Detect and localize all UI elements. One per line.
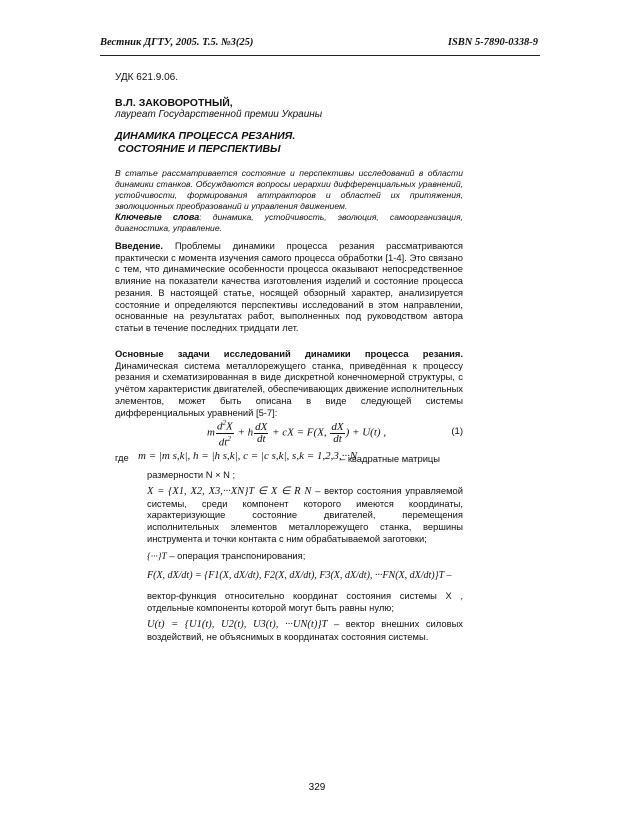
transpose-block [147, 550, 463, 564]
author-title: лауреат Государственной премии Украины [115, 109, 323, 120]
function-vector: F(X, dX/dt) = {F1(X, dX/dt), F2(X, dX/dt), F3(X, dX/dt), ···FN(X, dX/dt)}T – [147, 570, 452, 581]
equation-1 [115, 418, 463, 448]
title-line-1: ДИНАМИКА ПРОЦЕССА РЕЗАНИЯ. [115, 130, 296, 142]
isbn: ISBN 5-7890-0338-9 [447, 37, 538, 48]
page-number: 329 [308, 782, 326, 793]
equation-number: (1) [451, 426, 463, 437]
state-vector-block [147, 485, 463, 545]
forces-vector: U(t) = {U1(t), U2(t), U3(t), ···UN(t)}T [147, 619, 328, 630]
title-line-2: СОСТОЯНИЕ И ПЕРСПЕКТИВЫ [115, 143, 281, 155]
abstract [115, 168, 463, 234]
article-title [115, 130, 295, 156]
transpose-symbol: {···}T [147, 552, 167, 562]
intro-label: Введение. [115, 240, 164, 251]
journal-header [100, 37, 538, 48]
function-description: вектор-функция относительно координат состояния системы X , отдельные компоненты которой могут быть равны нулю; [147, 590, 463, 613]
equation-body: m $\frac{d^2X}{dt^2}$ + h $\frac{dX}{dt}$ + cX = F(X, $\frac{dX}{dt}$ ) + U(t) , [207, 419, 387, 449]
forces-description: – вектор внешних силовых воздействий, не объяснимых в координатах состояния системы. [147, 618, 463, 642]
tasks-paragraph [115, 348, 463, 418]
author-name: В.Л. ЗАКОВОРОТНЫЙ, [115, 97, 233, 109]
keywords: : динамика, устойчивость, эволюция, самоорганизация, диагностика, управление. [115, 212, 463, 233]
matrix-description: – квадратные матрицы [340, 453, 441, 464]
introduction-paragraph [115, 240, 463, 334]
tasks-text: Динамическая система металлорежущего станка, приведённая к процессу резания и схематизированная в виде дискретной конечномерной структуры, с учётом характеристик двигателей, обеспечивающих движение исполнительных элементов, может быть описана в виде следующей системы дифференциальных уравнений [5-7]: [115, 359, 463, 418]
tasks-label: Основные задачи исследований динамики процесса резания. [115, 348, 463, 359]
matrix-definition: m = |m s,k|, h = |h s,k|, c = |c s,k|, s,k = 1,2,3,···N [138, 450, 358, 462]
abstract-text: В статье рассматривается состояние и перспективы исследований в области динамики станков. Обсуждаются вопросы иерархии дифференциальных уравнений, устойчивости, формирования аттракторов и областей их притяжения, эволюционных преобразований и управления движением. [115, 168, 463, 211]
forces-block [147, 618, 463, 642]
where-label: где [115, 452, 129, 463]
udk-code: УДК 621.9.06. [115, 72, 178, 83]
matrix-size: размерности N × N ; [147, 469, 236, 480]
journal-title: Вестник ДГТУ, 2005. Т.5. №3(25) [100, 37, 254, 48]
transpose-description: – операция транспонирования; [166, 550, 306, 561]
intro-text: Проблемы динамики процесса резания рассматриваются практически с момента изучения самого процесса обработки [1-4]. Это связано с тем, что динамические особенности процесса оказывают непосредственное влияние на показатели качества изготовления изделий и состояние процесса резания. В настоящей статье, носящей обзорный характер, анализируется состояние и определяются перспективы исследований в этом направлении, основанные на результатах работ, выполненных под руководством автора статьи в течение последних тридцати лет. [115, 240, 463, 333]
header-divider [100, 55, 540, 56]
keywords-label: Ключевые слова [115, 212, 200, 222]
state-vector-description: – вектор состояния управляемой системы, среди компонент которого имеются координаты, характеризующие состояние двигателей, перемещения исполнительных элементов металлорежущего станка, вершины инструмента и точки контакта с ним обрабатываемой заготовки; [147, 485, 463, 544]
state-vector: X = {X1, X2, X3,···XN}T ∈ X ∈ R N [147, 486, 312, 497]
